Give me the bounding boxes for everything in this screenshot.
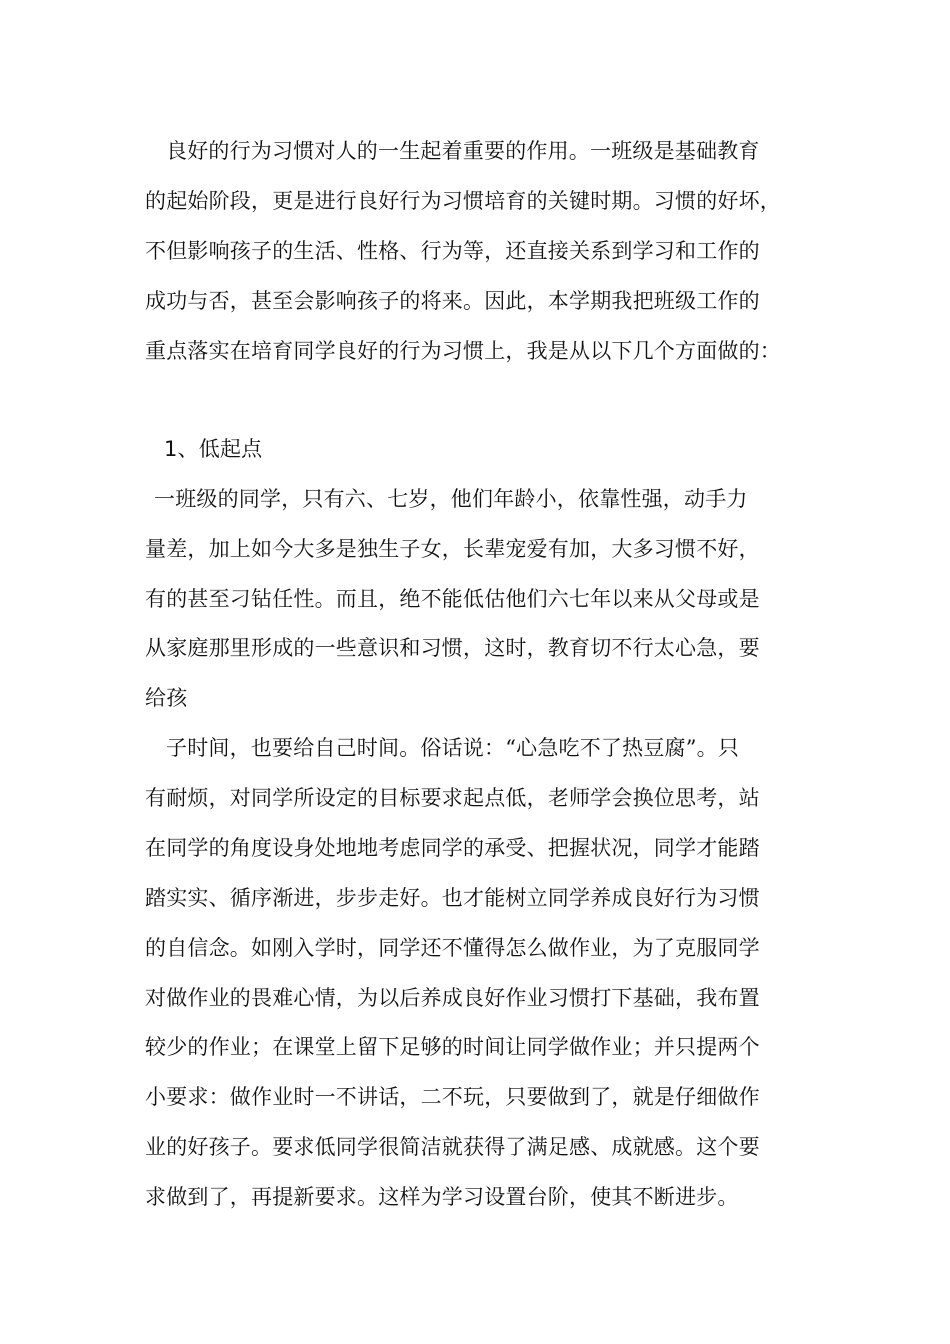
paragraph-line: 在同学的角度设身处地地考虑同学的承受、把握状况，同学才能踏 (145, 836, 760, 860)
paragraph-line: 踏实实、循序渐进，步步走好。也才能树立同学养成良好行为习惯 (145, 886, 760, 910)
paragraph-line: 的自信念。如刚入学时，同学还不懂得怎么做作业，为了克服同学 (145, 936, 760, 960)
paragraph-line: 一班级的同学，只有六、七岁，他们年龄小，依靠性强，动手力 (154, 487, 748, 511)
paragraph-line: 良好的行为习惯对人的一生起着重要的作用。一班级是基础教育 (166, 139, 760, 163)
paragraph-line: 从家庭那里形成的一些意识和习惯，这时，教育切不行太心急，要 (145, 636, 760, 660)
paragraph-line: 有的甚至刁钻任性。而且，绝不能低估他们六七年以来从父母或是 (145, 587, 760, 611)
paragraph-line: 重点落实在培育同学良好的行为习惯上，我是从以下几个方面做的： (145, 339, 781, 363)
paragraph-line: 成功与否，甚至会影响孩子的将来。因此，本学期我把班级工作的 (145, 289, 760, 313)
paragraph-line: 小要求：做作业时一不讲话，二不玩，只要做到了，就是仔细做作 (145, 1085, 760, 1109)
paragraph-line: 对做作业的畏难心情，为以后养成良好作业习惯打下基础，我布置 (145, 986, 760, 1010)
paragraph-line: 不但影响孩子的生活、性格、行为等，还直接关系到学习和工作的 (145, 239, 760, 263)
paragraph-line: 子时间，也要给自己时间。俗话说：“心急吃不了热豆腐”。只 (166, 736, 740, 760)
paragraph-line: 较少的作业；在课堂上留下足够的时间让同学做作业；并只提两个 (145, 1035, 760, 1059)
paragraph-line: 量差，加上如今大多是独生子女，长辈宠爱有加，大多习惯不好， (145, 537, 760, 561)
paragraph-line: 的起始阶段，更是进行良好行为习惯培育的关键时期。习惯的好坏， (145, 189, 781, 213)
paragraph-line: 给孩 (145, 686, 188, 710)
paragraph-line: 业的好孩子。要求低同学很简洁就获得了满足感、成就感。这个要 (145, 1135, 760, 1159)
paragraph-line: 求做到了，再提新要求。这样为学习设置台阶，使其不断进步。 (145, 1185, 739, 1209)
paragraph-line: 有耐烦，对同学所设定的目标要求起点低，老师学会换位思考，站 (145, 786, 760, 810)
section-heading: 1、低起点 (164, 437, 263, 461)
